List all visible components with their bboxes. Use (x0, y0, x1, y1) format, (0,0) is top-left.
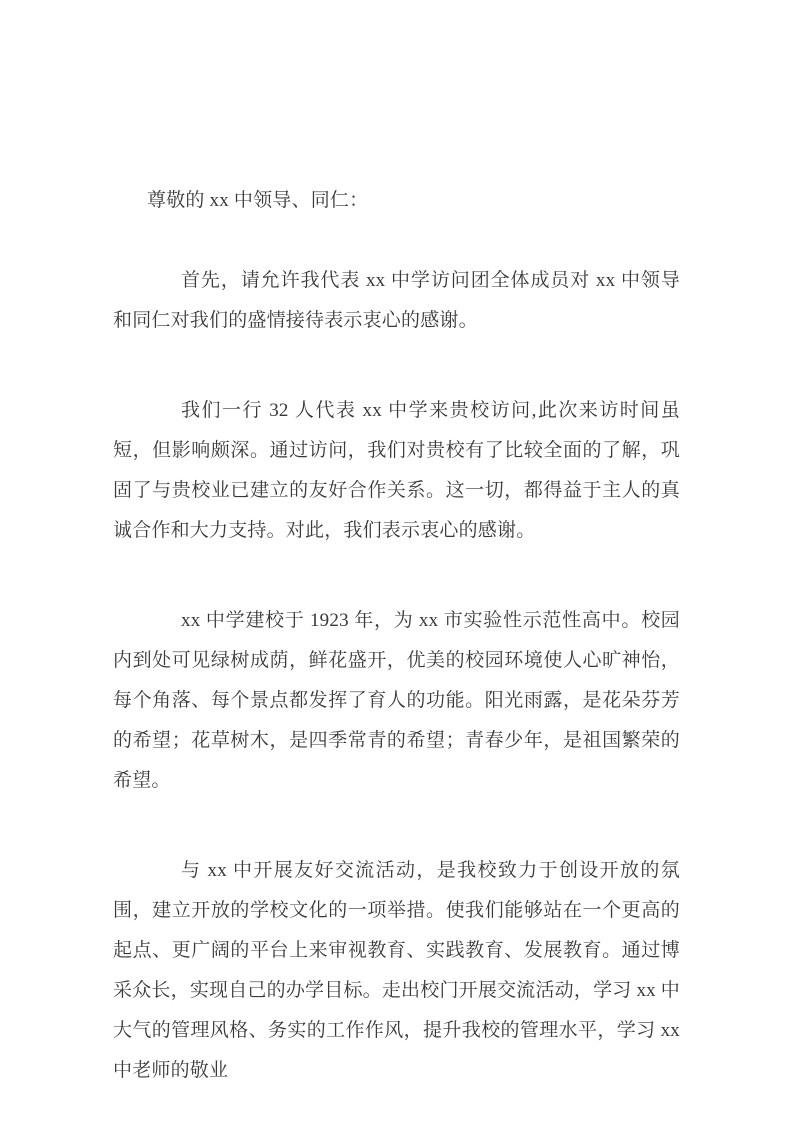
paragraph-thanks-opening: 首先，请允许我代表 xx 中学访问团全体成员对 xx 中领导和同仁对我们的盛情接待表示衷心的感谢。 (113, 270, 680, 331)
salutation-line: 尊敬的 xx 中领导、同仁： (147, 190, 369, 211)
paragraph-visit-summary: 我们一行 32 人代表 xx 中学来贵校访问,此次来访时间虽短，但影响颇深。通过访问，我们对贵校有了比较全面的了解，巩固了与贵校业已建立的友好合作关系。这一切，都得益于主人的真诚合作和大力支持。对此，我们表示衷心的感谢。 (113, 400, 680, 541)
paragraph-exchange-activity: 与 xx 中开展友好交流活动，是我校致力于创设开放的氛围，建立开放的学校文化的一项举措。使我们能够站在一个更高的起点、更广阔的平台上来审视教育、实践教育、发展教育。通过博采众长，实现自己的办学目标。走出校门开展交流活动，学习 xx 中大气的管理风格、务实的工作作风，提升我校的管理水平，学习 xx 中老师的敬业 (113, 860, 680, 1081)
paragraph-school-introduction: xx 中学建校于 1923 年，为 xx 市实验性示范性高中。校园内到处可见绿树成荫，鲜花盛开，优美的校园环境使人心旷神怡，每个角落、每个景点都发挥了育人的功能。阳光雨露，是花朵芬芳的希望；花草树木，是四季常青的希望；青春少年，是祖国繁荣的希望。 (113, 610, 680, 791)
